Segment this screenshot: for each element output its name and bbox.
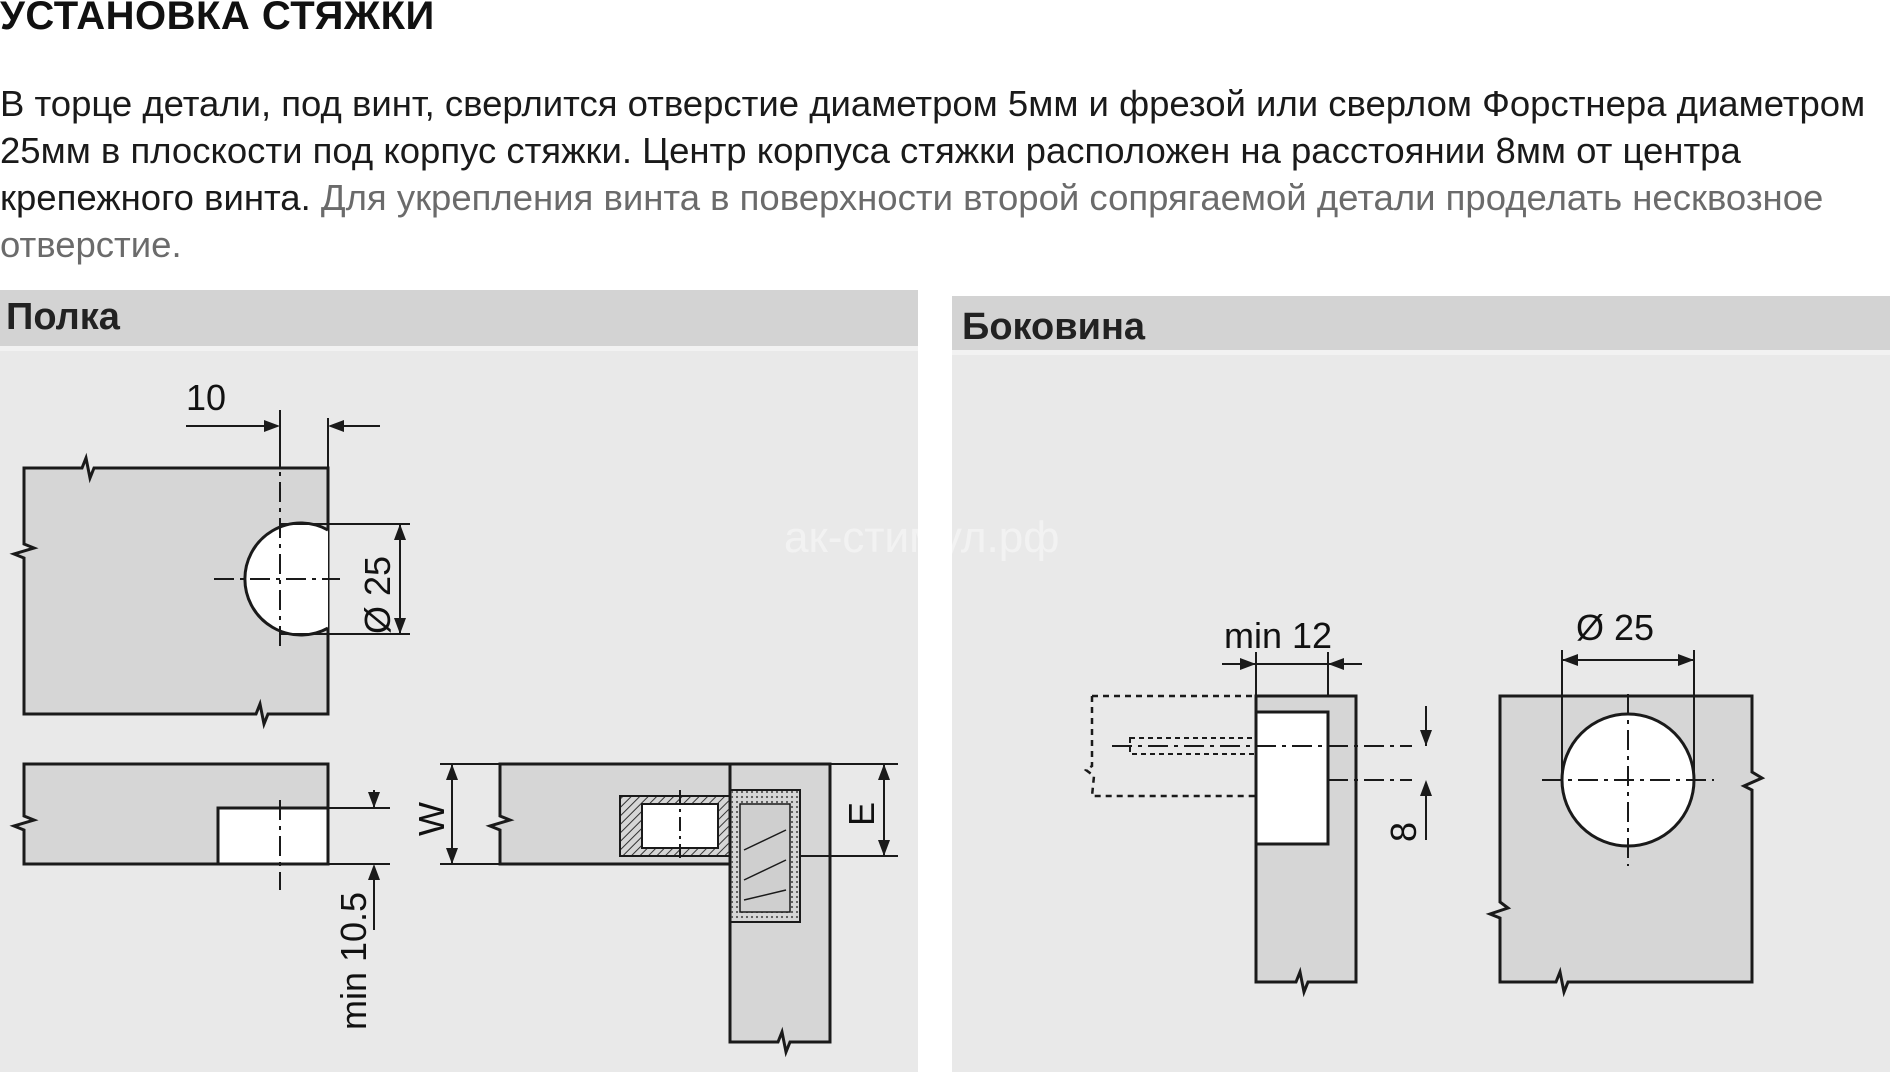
watermark: ак-стимул.рф <box>784 513 1060 562</box>
panel-shelf-title: Полка <box>6 296 120 338</box>
instruction-note-text: Для укрепления винта в поверхности второй сопрягаемой детали проделать несквозное отверстие. <box>0 177 1824 265</box>
panel-side <box>952 296 1890 1072</box>
dim-w-label: W <box>411 802 452 836</box>
shelf-top-view <box>14 410 410 724</box>
panel-side-title: Боковина <box>962 306 1146 348</box>
shelf-drawings <box>0 290 918 1072</box>
side-drawings <box>952 296 1890 1072</box>
instruction-paragraph <box>0 80 1895 268</box>
shelf-joint-view <box>440 764 898 1052</box>
dim-10-label: 10 <box>186 377 227 418</box>
dim-e-label: E <box>841 801 882 826</box>
dim-min105-label: min 10.5 <box>333 891 374 1030</box>
dim-dia25-left-label: Ø 25 <box>357 555 398 634</box>
side-section-view <box>1086 652 1432 992</box>
page-title: УСТАНОВКА СТЯЖКИ <box>0 0 435 38</box>
dim-8-label: 8 <box>1383 821 1424 842</box>
dim-min12-label: min 12 <box>1224 615 1333 656</box>
side-front-view <box>1490 650 1762 992</box>
panel-shelf <box>0 290 918 1072</box>
dim-dia25-right-label: Ø 25 <box>1576 607 1655 648</box>
instruction-main-text: В торце детали, под винт, сверлится отверстие диаметром 5мм и фрезой или сверлом Форстнера диаметром 25мм в плоскости под корпус стяжки. Центр корпуса стяжки расположен на расстоянии 8мм от центра крепежного винта. <box>0 83 1866 218</box>
